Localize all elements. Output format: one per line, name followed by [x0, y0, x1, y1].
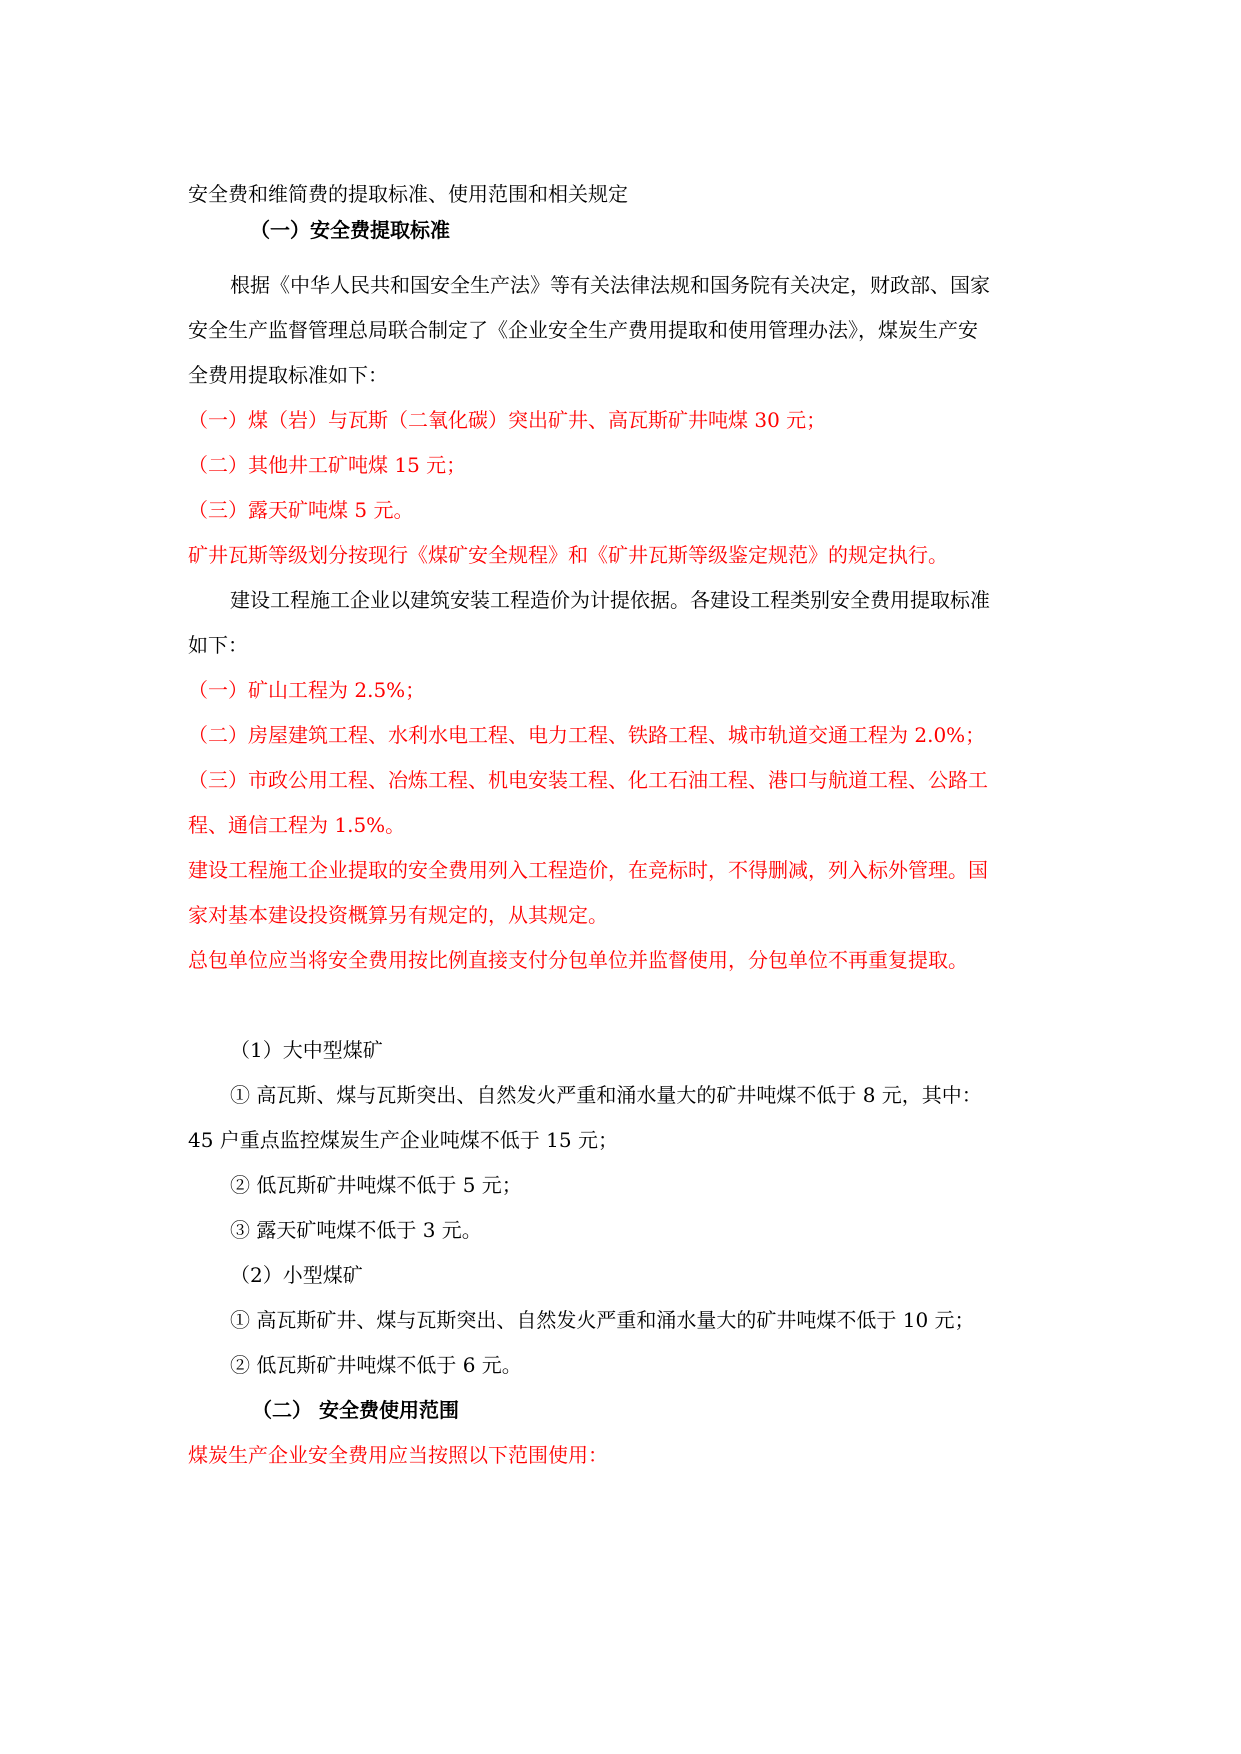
small-mines-item-1: ① 高瓦斯矿井、煤与瓦斯突出、自然发火严重和涌水量大的矿井吨煤不低于 10 元；	[230, 1308, 975, 1332]
red-note-gas-level: 矿井瓦斯等级划分按现行《煤矿安全规程》和《矿井瓦斯等级鉴定规范》的规定执行。	[188, 543, 948, 567]
red-paragraph-cost-line-1: 建设工程施工企业提取的安全费用列入工程造价，在竞标时，不得删减，列入标外管理。国	[188, 858, 988, 882]
red-item-3: （三）露天矿吨煤 5 元。	[188, 498, 414, 522]
red-item-1: （一）煤（岩）与瓦斯（二氧化碳）突出矿井、高瓦斯矿井吨煤 30 元；	[188, 408, 827, 432]
red-paragraph-subcontract: 总包单位应当将安全费用按比例直接支付分包单位并监督使用，分包单位不再重复提取。	[188, 948, 968, 972]
paragraph-1-line-3: 全费用提取标准如下：	[188, 363, 388, 387]
subheading-large-mines: （1）大中型煤矿	[230, 1038, 383, 1062]
large-mines-item-3: ③ 露天矿吨煤不低于 3 元。	[230, 1218, 482, 1242]
paragraph-2-line-2: 如下：	[188, 633, 248, 657]
red-item-mining: （一）矿山工程为 2.5%；	[188, 678, 426, 702]
red-item-municipal-line-2: 程、通信工程为 1.5%。	[188, 813, 406, 837]
large-mines-item-1-line-2: 45 户重点监控煤炭生产企业吨煤不低于 15 元；	[188, 1128, 618, 1152]
large-mines-item-1-line-1: ① 高瓦斯、煤与瓦斯突出、自然发火严重和涌水量大的矿井吨煤不低于 8 元，其中：	[230, 1083, 982, 1107]
doc-title: 安全费和维简费的提取标准、使用范围和相关规定	[188, 182, 628, 206]
red-usage-scope: 煤炭生产企业安全费用应当按照以下范围使用：	[188, 1443, 608, 1467]
section-heading-2: （二） 安全费使用范围	[252, 1398, 459, 1422]
subheading-small-mines: （2）小型煤矿	[230, 1263, 363, 1287]
section-heading-1: （一）安全费提取标准	[250, 218, 450, 242]
red-item-building: （二）房屋建筑工程、水利水电工程、电力工程、铁路工程、城市轨道交通工程为 2.0%；	[188, 723, 986, 747]
red-item-2: （二）其他井工矿吨煤 15 元；	[188, 453, 467, 477]
paragraph-1-line-2: 安全生产监督管理总局联合制定了《企业安全生产费用提取和使用管理办法》，煤炭生产安	[188, 318, 978, 342]
small-mines-item-2: ② 低瓦斯矿井吨煤不低于 6 元。	[230, 1353, 522, 1377]
red-item-municipal-line-1: （三）市政公用工程、冶炼工程、机电安装工程、化工石油工程、港口与航道工程、公路工	[188, 768, 988, 792]
paragraph-2-line-1: 建设工程施工企业以建筑安装工程造价为计提依据。各建设工程类别安全费用提取标准	[230, 588, 990, 612]
red-paragraph-cost-line-2: 家对基本建设投资概算另有规定的，从其规定。	[188, 903, 608, 927]
paragraph-1-line-1: 根据《中华人民共和国安全生产法》等有关法律法规和国务院有关决定，财政部、国家	[230, 273, 990, 297]
large-mines-item-2: ② 低瓦斯矿井吨煤不低于 5 元；	[230, 1173, 522, 1197]
